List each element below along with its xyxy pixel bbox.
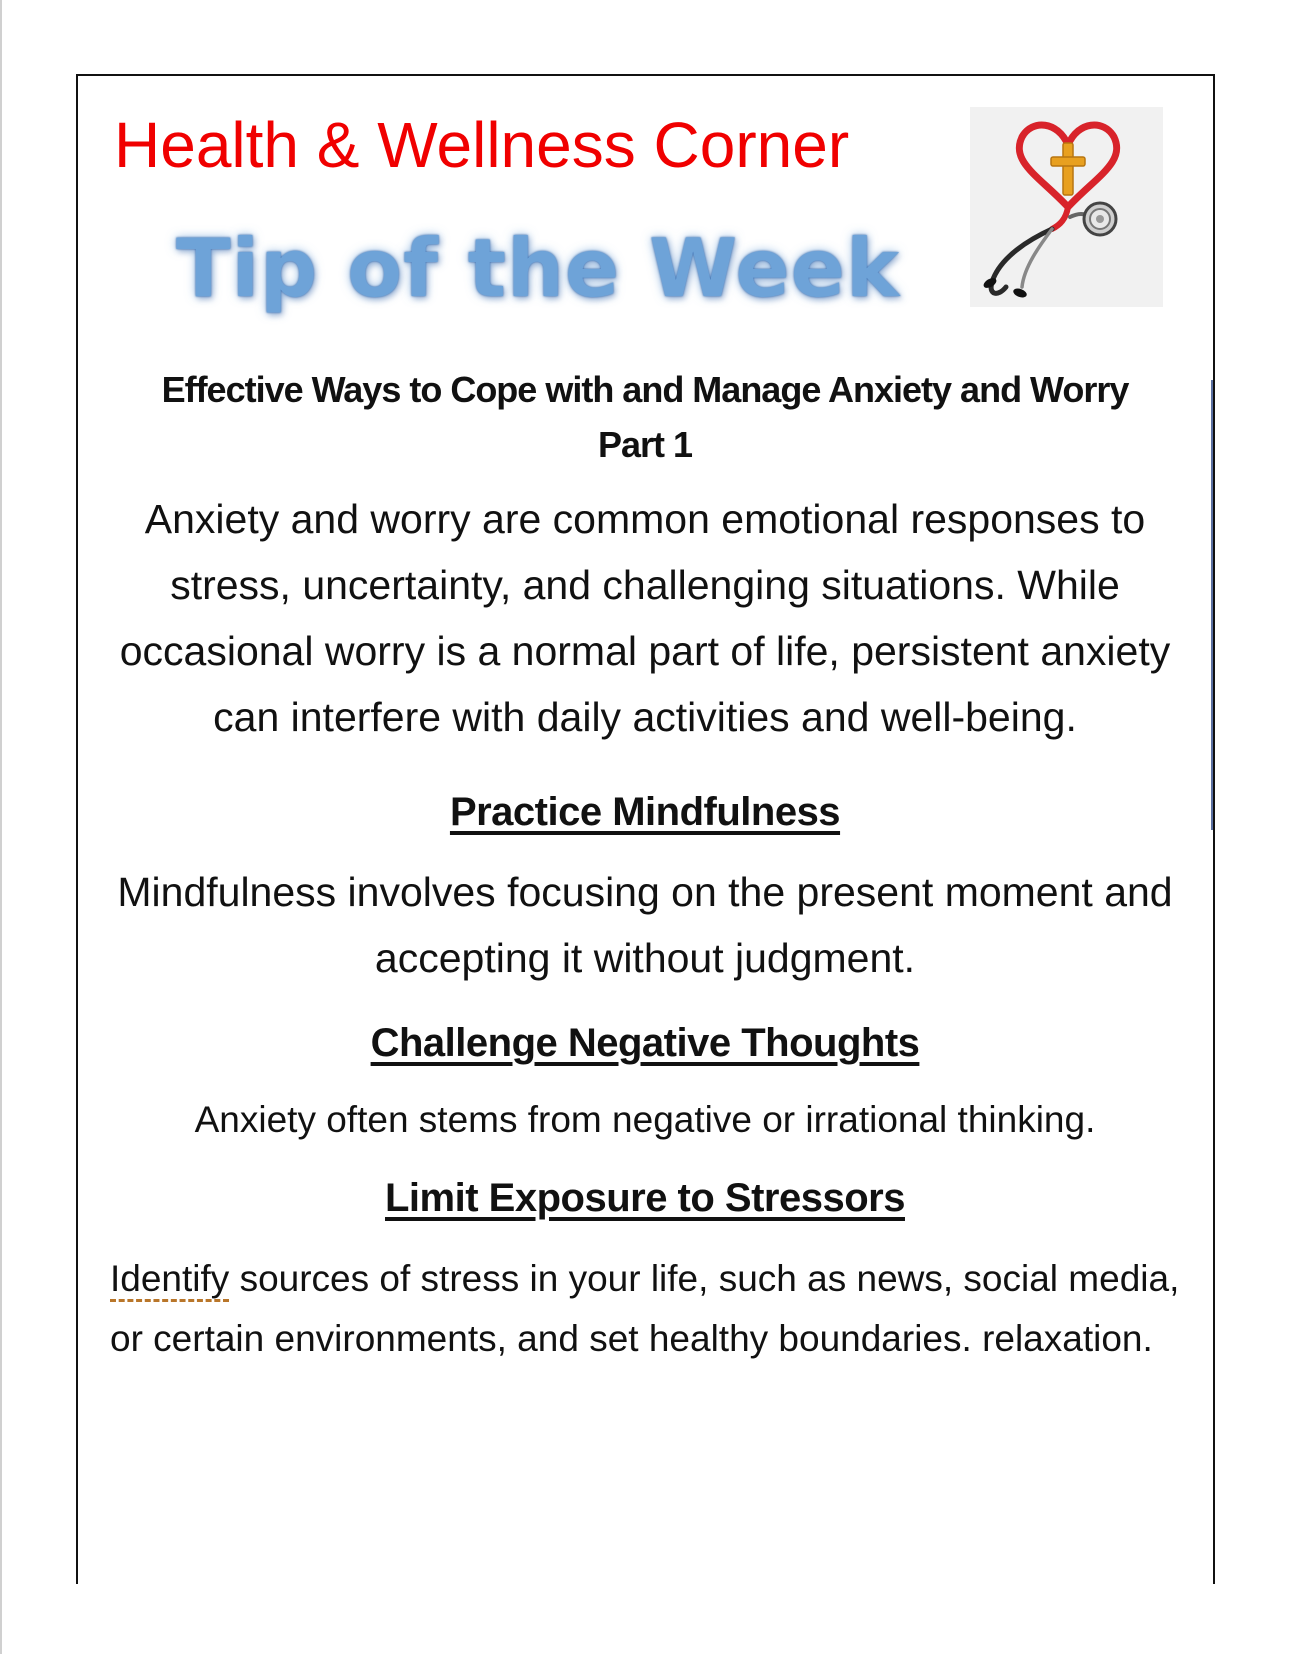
spellcheck-flagged-word[interactable]: Identify	[110, 1258, 230, 1299]
frame-border-right-upper	[1213, 74, 1215, 340]
section-heading-stressors: Limit Exposure to Stressors	[385, 1176, 905, 1220]
page-edge	[0, 0, 2, 1654]
article	[110, 362, 1180, 1369]
frame-border-left-upper	[76, 74, 78, 340]
article-subtitle	[110, 362, 1180, 472]
heart-stethoscope-cross-icon	[970, 107, 1163, 307]
section-body-mindfulness: Mindfulness involves focusing on the present moment and accepting it without judgment.	[117, 869, 1173, 981]
frame-border-accent	[1211, 380, 1213, 830]
frame-border-top	[76, 74, 1215, 76]
frame-border-left	[76, 340, 78, 1584]
section-body-negative-thoughts: Anxiety often stems from negative or irrational thinking.	[194, 1099, 1096, 1140]
section-heading-mindfulness: Practice Mindfulness	[449, 790, 841, 834]
intro-paragraph: Anxiety and worry are common emotional responses to stress, uncertainty, and challenging situations. While occasional worry is a normal part of life, persistent anxiety can interfere with daily activities and well-being.	[119, 496, 1171, 740]
corner-title: Health & Wellness Corner	[114, 109, 850, 181]
section-body-stressors-text: sources of stress in your life, such as news, social media, or certain environments, and set healthy boundaries. relaxation.	[110, 1258, 1180, 1359]
frame-border-right	[1213, 340, 1215, 1584]
section-heading-negative-thoughts: Challenge Negative Thoughts	[370, 1021, 920, 1065]
article-subtitle-line1: Effective Ways to Cope with and Manage Anxiety and Worry	[161, 369, 1129, 410]
section-body-stressors	[110, 1249, 1180, 1369]
article-subtitle-line2: Part 1	[597, 424, 693, 465]
tip-of-the-week-title: Tip of the Week	[176, 222, 901, 315]
